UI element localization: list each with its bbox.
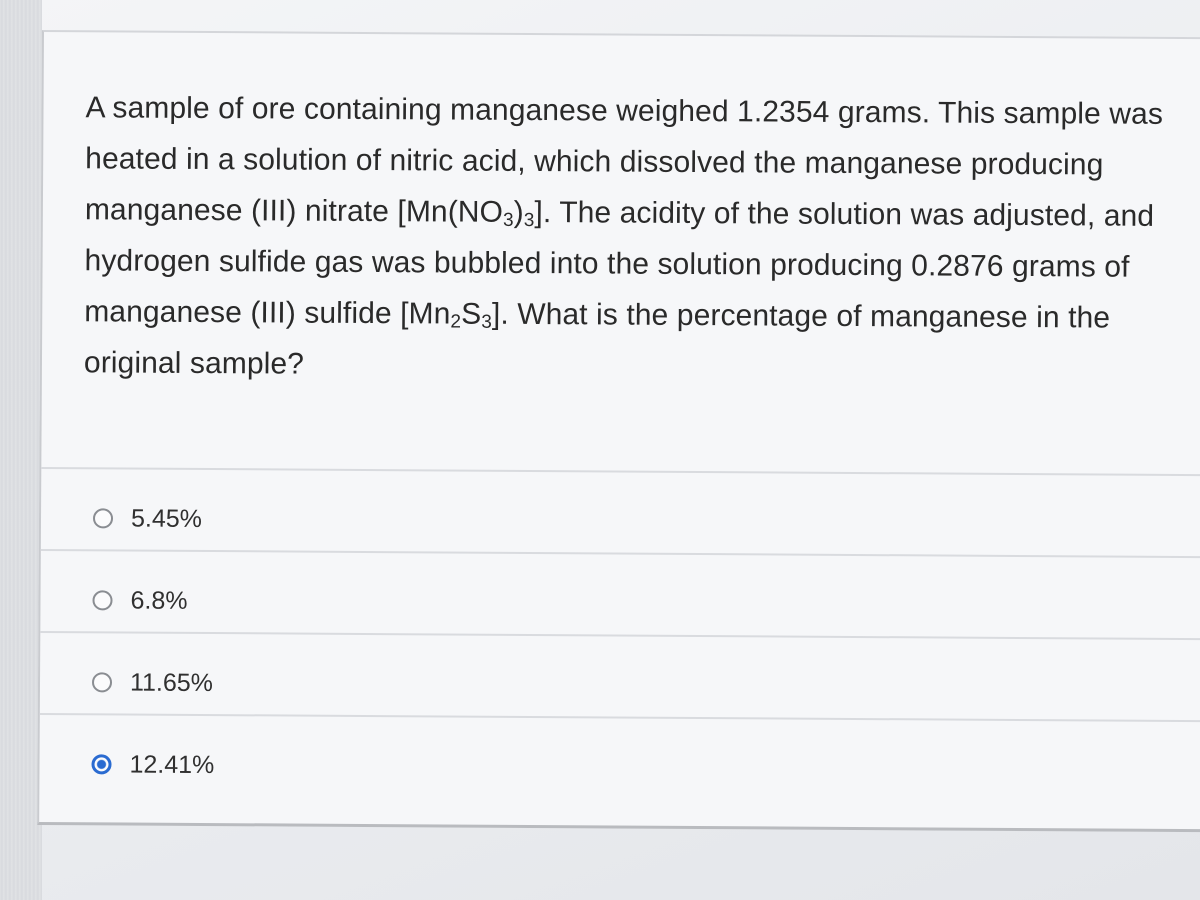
subscript: 3: [502, 209, 514, 231]
question-text-part: ]. The acidity of the solution was adjusted, and hydrogen sulfide gas was bubbled into the solution producing 0.2876 grams of manganese (III) sulfide [Mn: [84, 196, 1155, 331]
subscript: 3: [481, 311, 492, 333]
radio-button-icon[interactable]: [93, 508, 113, 528]
answer-option-label: 5.45%: [130, 504, 202, 533]
question-text-part: S: [461, 297, 482, 331]
answer-option-label: 6.8%: [130, 586, 188, 615]
radio-button-icon[interactable]: [92, 672, 112, 692]
question-card: [37, 30, 1200, 832]
radio-button-icon[interactable]: [92, 590, 112, 610]
left-gutter: [0, 0, 42, 900]
answer-options: [91, 477, 1193, 812]
divider: [41, 467, 1200, 476]
question-text-part: ): [513, 195, 524, 229]
subscript: 3: [523, 209, 535, 232]
radio-button-selected-icon[interactable]: [91, 754, 111, 774]
subscript: 2: [450, 311, 462, 333]
answer-option-label: 12.41%: [129, 750, 215, 779]
question-text-part: A sample of ore containing manganese weighed 1.2354 grams. This sample was heated in a solution of nitric acid, which dissolved the manganese producing manganese (III) nitrate [Mn(NO: [84, 91, 1164, 229]
answer-option-label: 11.65%: [129, 668, 214, 697]
question-text: [84, 82, 1196, 395]
question-text-part: ]. What is the percentage of manganese in the original sample?: [83, 297, 1111, 381]
answer-option-4[interactable]: [91, 723, 1191, 812]
